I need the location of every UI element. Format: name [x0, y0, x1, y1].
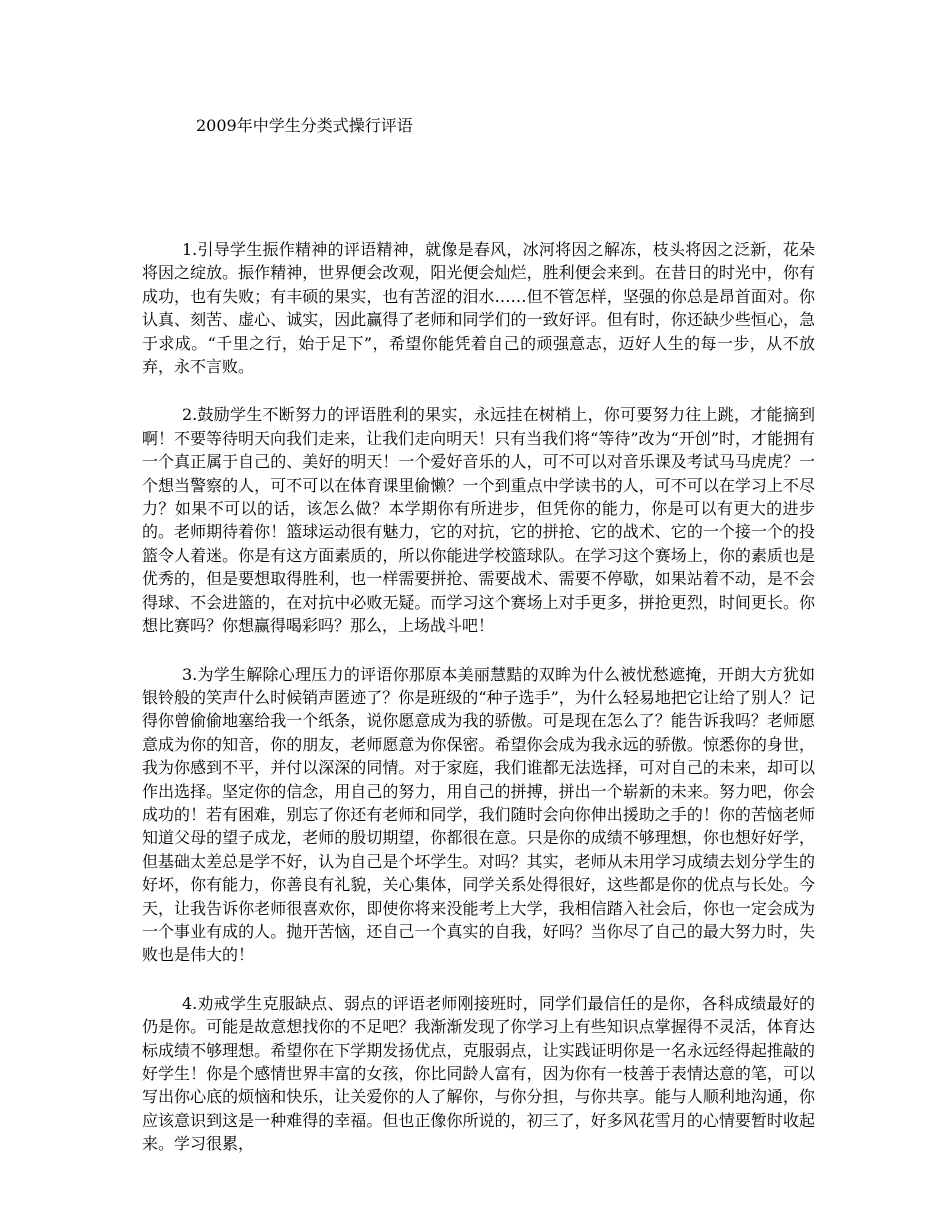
- paragraph-4: 4.劝戒学生克服缺点、弱点的评语老师刚接班时，同学们最信任的是你，各科成绩最好的仍是你。可能是故意想找你的不足吧？我渐渐发现了你学习上有些知识点掌握得不灵活，体育达标成绩不够理想。希望你在下学期发扬优点，克服弱点，让实践证明你是一名永远经得起推敲的好学生！你是个感情世界丰富的女孩，你比同龄人富有，因为你有一枝善于表情达意的笔，可以写出你心底的烦恼和快乐，让关爱你的人了解你，与你分担，与你共享。能与人顺利地沟通，你应该意识到这是一种难得的幸福。但也正像你所说的，初三了，好多风花雪月的心情要暂时收起来。学习很累，: [142, 993, 815, 1154]
- paragraph-1: 1.引导学生振作精神的评语精神，就像是春风，冰河将因之解冻，枝头将因之泛新，花朵将因之绽放。振作精神，世界便会改观，阳光便会灿烂，胜利便会来到。在昔日的时光中，你有成功，也有失败；有丰硕的果实，也有苦涩的泪水……但不管怎样，坚强的你总是昂首面对。你认真、刻苦、虚心、诚实，因此赢得了老师和同学们的一致好评。但有时，你还缺少些恒心，急于求成。“千里之行，始于足下”，希望你能凭着自己的顽强意志，迈好人生的每一步，从不放弃，永不言败。: [142, 240, 815, 377]
- document-body: [142, 238, 815, 1181]
- paragraph-3: 3.为学生解除心理压力的评语你那原本美丽慧黠的双眸为什么被忧愁遮掩，开朗大方犹如银铃般的笑声什么时候销声匿迹了？你是班级的“种子选手”，为什么轻易地把它让给了别人？记得你曾偷偷地塞给我一个纸条，说你愿意成为我的骄傲。可是现在怎么了？能告诉我吗？老师愿意成为你的知音，你的朋友，老师愿意为你保密。希望你会成为我永远的骄傲。惊悉你的身世，我为你感到不平，并付以深深的同情。对于家庭，我们谁都无法选择，可对自己的未来，却可以作出选择。坚定你的信念，用自己的努力，用自己的拼搏，拼出一个崭新的未来。努力吧，你会成功的！若有困难，别忘了你还有老师和同学，我们随时会向你伸出援助之手的！你的苦恼老师知道父母的望子成龙，老师的殷切期望，你都很在意。只是你的成绩不够理想，你也想好好学，但基础太差总是学不好，认为自己是个坏学生。对吗？其实，老师从未用学习成绩去划分学生的好坏，你有能力，你善良有礼貌，关心集体，同学关系处得很好，这些都是你的优点与长处。今天，让我告诉你老师很喜欢你，即使你将来没能考上大学，我相信踏入社会后，你也一定会成为一个事业有成的人。抛开苦恼，还自己一个真实的自我，好吗？当你尽了自己的最大努力时，失败也是伟大的！: [142, 664, 815, 965]
- document-title: 2009年中学生分类式操行评语: [196, 116, 413, 135]
- paragraph-2: 2.鼓励学生不断努力的评语胜利的果实，永远挂在树梢上，你可要努力往上跳，才能摘到啊！不要等待明天向我们走来，让我们走向明天！只有当我们将“等待”改为“开创”时，才能拥有一个真正属于自己的、美好的明天！一个爱好音乐的人，可不可以对音乐课及考试马马虎虎？一个想当警察的人，可不可以在体育课里偷懒？一个到重点中学读书的人，可不可以在学习上不尽力？如果不可以的话，该怎么做？本学期你有所进步，但凭你的能力，你是可以有更大的进步的。老师期待着你！篮球运动很有魅力，它的对抗，它的拼抢、它的战术、它的一个接一个的投篮令人着迷。你是有这方面素质的，所以你能进学校篮球队。在学习这个赛场上，你的素质也是优秀的，但是要想取得胜利，也一样需要拼抢、需要战术、需要不停歇，如果站着不动，是不会得球、不会进篮的，在对抗中必败无疑。而学习这个赛场上对手更多，拼抢更烈，时间更长。你想比赛吗？你想赢得喝彩吗？那么，上场战斗吧！: [142, 405, 815, 636]
